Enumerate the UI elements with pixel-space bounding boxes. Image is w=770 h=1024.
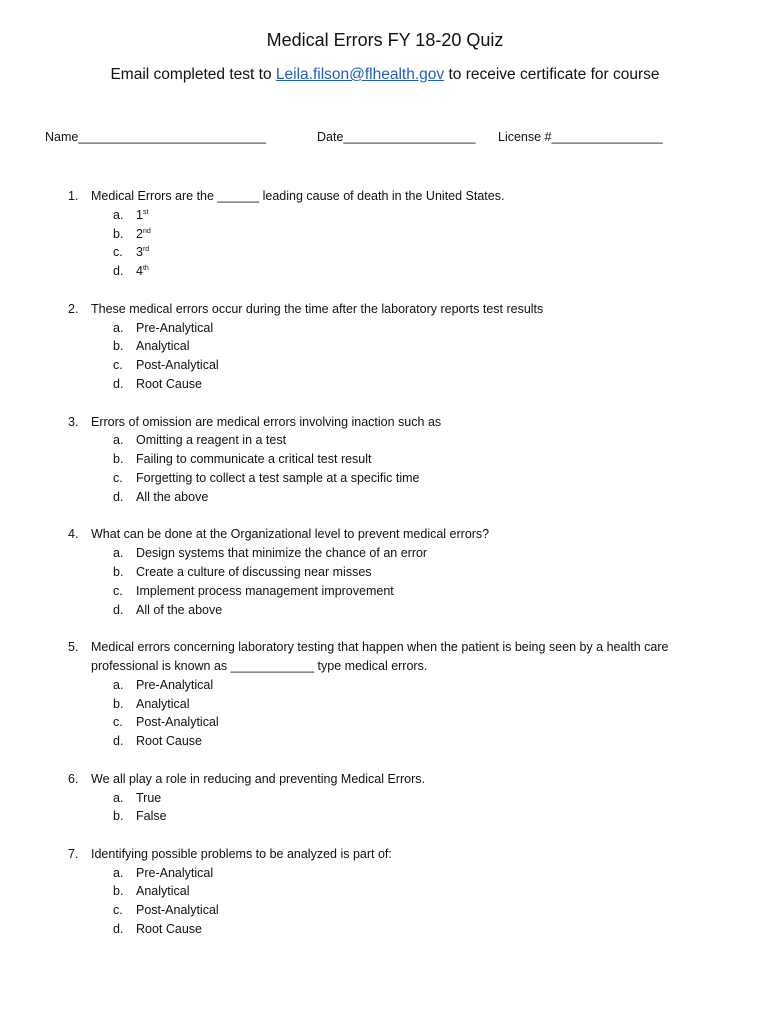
email-prefix: Email completed test to (110, 66, 276, 83)
answer-option[interactable] (0, 431, 770, 450)
answer-option[interactable] (0, 319, 770, 338)
option-label: Post-Analytical (136, 903, 219, 918)
option-letter: b. (113, 809, 124, 824)
option-text (136, 243, 149, 262)
question-text: We all play a role in reducing and preventing Medical Errors. (91, 771, 425, 786)
question-number: 5. (68, 640, 79, 655)
answer-option[interactable] (0, 713, 770, 732)
option-letter: a. (113, 546, 124, 561)
option-label: Pre-Analytical (136, 865, 214, 880)
option-label: 3 (136, 245, 143, 260)
option-letter: b. (113, 226, 124, 241)
answer-option[interactable] (0, 225, 770, 244)
question-text: Medical Errors are the ______ leading cause of death in the United States. (91, 189, 505, 203)
ordinal-suffix: th (142, 265, 149, 273)
option-label: Pre-Analytical (136, 320, 214, 335)
option-text (136, 544, 427, 563)
option-label: 1 (136, 207, 143, 222)
option-text (136, 713, 219, 732)
answer-option[interactable] (0, 488, 770, 507)
license-field[interactable]: License #________________ (498, 130, 663, 144)
option-label: Post-Analytical (136, 715, 219, 730)
option-label: Failing to communicate a critical test result (136, 452, 372, 467)
option-text (136, 225, 151, 244)
answer-option[interactable] (0, 450, 770, 469)
question-6 (0, 770, 770, 826)
option-text (136, 789, 161, 808)
question-5 (0, 638, 770, 751)
option-label: Implement process management improvement (136, 583, 394, 598)
option-label: Omitting a reagent in a test (136, 433, 287, 448)
option-label: Root Cause (136, 922, 203, 937)
option-text (136, 450, 372, 469)
option-letter: a. (113, 677, 124, 692)
option-letter: d. (113, 602, 124, 617)
answer-option[interactable] (0, 375, 770, 394)
option-text (136, 356, 219, 375)
option-text (136, 807, 167, 826)
answer-option[interactable] (0, 206, 770, 225)
option-label: Design systems that minimize the chance of an error (136, 546, 428, 561)
email-suffix: to receive certificate for course (444, 66, 660, 83)
option-label: 4 (136, 264, 143, 279)
option-letter: c. (113, 470, 123, 485)
option-letter: d. (113, 489, 124, 504)
option-label: False (136, 809, 167, 824)
option-label: All the above (136, 489, 209, 504)
answer-option[interactable] (0, 676, 770, 695)
option-text (136, 469, 419, 488)
option-letter: c. (113, 583, 123, 598)
option-text (136, 601, 222, 620)
option-label: All of the above (136, 602, 223, 617)
answer-option[interactable] (0, 901, 770, 920)
question-text: What can be done at the Organizational level to prevent medical errors? (91, 527, 490, 542)
option-letter: d. (113, 734, 124, 749)
question-text: Identifying possible problems to be analyzed is part of: (91, 846, 392, 861)
option-letter: a. (113, 433, 124, 448)
question-number: 4. (68, 527, 79, 542)
answer-option[interactable] (0, 262, 770, 281)
answer-option[interactable] (0, 243, 770, 262)
answer-option[interactable] (0, 920, 770, 939)
option-label: Root Cause (136, 376, 203, 391)
answer-option[interactable] (0, 601, 770, 620)
option-text (136, 262, 149, 281)
option-letter: b. (113, 564, 124, 579)
option-text (136, 488, 208, 507)
answer-option[interactable] (0, 807, 770, 826)
ordinal-suffix: st (142, 208, 149, 216)
question-7 (0, 845, 770, 939)
option-text (136, 676, 213, 695)
option-letter: a. (113, 207, 124, 222)
ordinal-suffix: nd (142, 227, 151, 235)
option-text (136, 901, 219, 920)
ordinal-suffix: rd (142, 246, 150, 254)
page-title: Medical Errors FY 18-20 Quiz (266, 30, 504, 50)
option-letter: b. (113, 696, 124, 711)
option-letter: a. (113, 790, 124, 805)
option-letter: c. (113, 715, 123, 730)
student-info-fields (0, 130, 770, 148)
answer-option[interactable] (0, 789, 770, 808)
option-text (136, 732, 202, 751)
option-label: True (136, 790, 162, 805)
option-label: Pre-Analytical (136, 677, 214, 692)
name-field[interactable]: Name___________________________ (45, 130, 267, 144)
answer-option[interactable] (0, 695, 770, 714)
option-label: Root Cause (136, 734, 203, 749)
option-text (136, 206, 148, 225)
option-label: Analytical (136, 339, 190, 354)
answer-option[interactable] (0, 864, 770, 883)
option-letter: d. (113, 264, 124, 279)
option-text (136, 375, 202, 394)
question-4 (0, 525, 770, 619)
question-text: Medical errors concerning laboratory testing that happen when the patient is being seen by a health care professional is known as ____________ type medical errors. (91, 640, 669, 673)
question-text: Errors of omission are medical errors involving inaction such as (91, 414, 442, 429)
question-number: 2. (68, 301, 79, 316)
option-label: Analytical (136, 696, 190, 711)
question-list (0, 187, 770, 958)
question-2 (0, 300, 770, 394)
answer-option[interactable] (0, 563, 770, 582)
option-text (136, 882, 190, 901)
answer-option[interactable] (0, 582, 770, 601)
question-1 (0, 187, 770, 281)
email-instructions (0, 66, 770, 84)
question-number: 1. (68, 189, 79, 203)
option-letter: c. (113, 245, 123, 260)
option-text (136, 582, 394, 601)
question-text: These medical errors occur during the time after the laboratory reports test results (91, 301, 544, 316)
option-letter: b. (113, 452, 124, 467)
option-letter: c. (113, 903, 123, 918)
option-text (136, 864, 213, 883)
answer-option[interactable] (0, 544, 770, 563)
option-text (136, 431, 286, 450)
answer-option[interactable] (0, 356, 770, 375)
answer-option[interactable] (0, 469, 770, 488)
question-number: 3. (68, 414, 79, 429)
answer-option[interactable] (0, 882, 770, 901)
option-label: 2 (136, 226, 143, 241)
option-letter: c. (113, 358, 123, 373)
option-label: Post-Analytical (136, 358, 219, 373)
answer-option[interactable] (0, 337, 770, 356)
question-number: 7. (68, 846, 79, 861)
option-letter: b. (113, 884, 124, 899)
option-label: Analytical (136, 884, 190, 899)
email-link[interactable]: Leila.filson@flhealth.gov (275, 66, 445, 83)
option-letter: d. (113, 376, 124, 391)
question-number: 6. (68, 771, 79, 786)
option-text (136, 695, 190, 714)
question-3 (0, 413, 770, 507)
option-label: Forgetting to collect a test sample at a specific time (136, 470, 420, 485)
option-text (136, 563, 372, 582)
option-text (136, 920, 202, 939)
option-text (136, 319, 213, 338)
option-label: Create a culture of discussing near misses (136, 564, 372, 579)
option-letter: a. (113, 320, 124, 335)
date-field[interactable]: Date___________________ (317, 130, 476, 144)
option-letter: a. (113, 865, 124, 880)
answer-option[interactable] (0, 732, 770, 751)
option-text (136, 337, 190, 356)
option-letter: b. (113, 339, 124, 354)
option-letter: d. (113, 922, 124, 937)
